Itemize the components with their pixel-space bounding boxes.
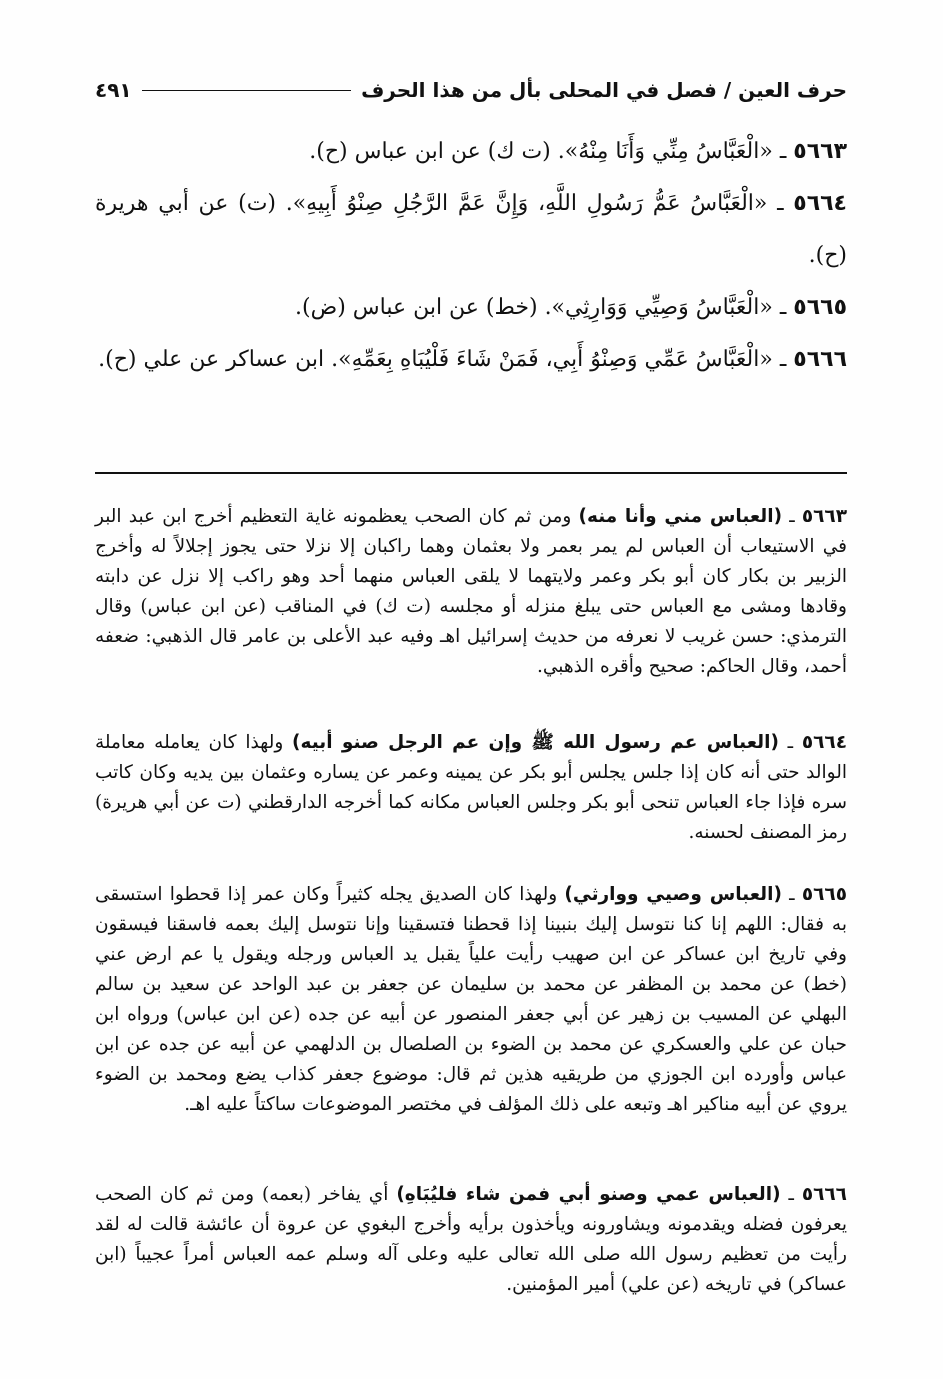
hadith-entry [95, 178, 847, 282]
hadith-list [95, 126, 847, 386]
commentary-dash: ـ [789, 884, 795, 905]
commentary-entry [95, 502, 847, 682]
commentary-text: ولهذا كان الصديق يجله كثيراً وكان عمر إذا قحطوا استسقى به فقال: اللهم إنا كنا نتوسل إليك بنبينا إذا قحطنا فتسقينا وإنا نتوسل إليك بعمه فاسقنا فيسقون وفي تاريخ ابن عساكر عن ابن صهيب رأيت علياً يقبل يد العباس ورجله ويقول يا عم ارض عني (خط) عن محمد بن المظفر عن محمد بن سليمان عن جعفر بن عبد الواحد عن سعيد بن سالم البهلي عن المسيب بن زهير عن أبي جعفر المنصور عن أبيه عن جده (عن ابن عباس) ورواه ابن حبان عن علي والعسكري عن محمد بن الضوء بن الصلصال بن الدلهمي عن أبيه عن جده عن ابن عباس وأورده ابن الجوزي من طريقيه هذين ثم قال: موضوع جعفر كذاب يضع ومحمد بن الضوء يروي عن أبيه مناكير اهـ وتبعه على ذلك المؤلف في مختصر الموضوعات ساكتاً عليه اهـ. [95, 884, 847, 1115]
page-number: ٤٩١ [95, 78, 132, 102]
running-header [95, 74, 847, 106]
commentary-entry [95, 1180, 847, 1300]
hadith-entry [95, 126, 847, 178]
hadith-text: «الْعَبَّاسُ مِنِّي وَأَنَا مِنْهُ». (ت ك) عن ابن عباس (ح). [309, 139, 773, 164]
commentary-block [95, 1180, 847, 1300]
hadith-number: ٥٦٦٦ [793, 347, 847, 372]
hadith-dash: ـ [777, 191, 784, 216]
commentary-dash: ـ [787, 732, 794, 753]
commentary-block [95, 728, 847, 848]
commentary-block [95, 502, 847, 682]
commentary-text: أي يفاخر (بعمه) ومن ثم كان الصحب يعرفون فضله ويقدمونه ويشاورونه ويأخذون برأيه وأخرج البغوي عن عروة أن عائشة قالت له لقد رأيت من تعظيم رسول الله صلى الله تعالى عليه وعلى آله وسلم عمه العباس أمراً عجيباً (ابن عساكر) في تاريخه (عن علي) أمير المؤمنين. [95, 1184, 847, 1295]
header-title: حرف العين / فصل في المحلى بأل من هذا الحرف [361, 78, 847, 102]
commentary-number: ٥٦٦٦ [801, 1184, 847, 1205]
commentary-number: ٥٦٦٥ [801, 884, 847, 905]
hadith-entry [95, 282, 847, 334]
commentary-lemma: (العباس مني وأنا منه) [578, 506, 783, 527]
hadith-text: «الْعَبَّاسُ وَصِيِّي وَوَارِثِي». (خط) عن ابن عباس (ض). [295, 295, 773, 320]
hadith-entry [95, 334, 847, 386]
commentary-lemma: (العباس عم رسول الله ﷺ وإن عم الرجل صنو أبيه) [292, 732, 779, 753]
hadith-number: ٥٦٦٤ [793, 191, 847, 216]
footnote-separator [95, 472, 847, 474]
commentary-number: ٥٦٦٤ [801, 732, 848, 753]
hadith-number: ٥٦٦٥ [793, 295, 847, 320]
commentary-lemma: (العباس وصيي ووارثي) [564, 884, 782, 905]
commentary-dash: ـ [789, 506, 795, 527]
commentary-block [95, 880, 847, 1120]
hadith-dash: ـ [779, 347, 787, 372]
commentary-lemma: (العباس عمي وصنو أبي فمن شاء فليُبَاهِ) [396, 1184, 781, 1205]
hadith-number: ٥٦٦٣ [793, 139, 847, 164]
commentary-text: ومن ثم كان الصحب يعظمونه غاية التعظيم أخرج ابن عبد البر في الاستيعاب أن العباس لم يمر بعمر ولا بعثمان وهما راكبان إلا نزلا حتى يجوز إجلالاً له وأخرج الزبير بن بكار كان أبو بكر وعمر ولايتهما لا يلقى العباس منهما أحد وهو راكب إلا نزل عن دابته وقادها ومشى مع العباس حتى يبلغ منزله أو مجلسه (ت ك) في المناقب (عن ابن عباس) وقال الترمذي: حسن غريب لا نعرفه من حديث إسرائيل اهـ وفيه عبد الأعلى بن عامر قال الذهبي: ضعفه أحمد، وقال الحاكم: صحيح وأقره الذهبي. [95, 506, 847, 677]
hadith-dash: ـ [779, 295, 787, 320]
header-rule [142, 90, 351, 91]
commentary-entry [95, 880, 847, 1120]
hadith-text: «الْعَبَّاسُ عَمِّي وَصِنْوُ أَبِي، فَمَنْ شَاءَ فَلْيُبَاهِ بِعَمِّهِ». ابن عساكر عن علي (ح). [98, 347, 773, 372]
commentary-text: ولهذا كان يعامله معاملة الوالد حتى أنه كان إذا جلس يجلس أبو بكر عن يمينه وعمر عن يساره وعثمان بين يديه وكان كاتب سره فإذا جاء العباس تنحى أبو بكر وجلس العباس مكانه كما أخرجه الدارقطني (ت عن أبي هريرة) رمز المصنف لحسنه. [95, 732, 847, 843]
hadith-text: «الْعَبَّاسُ عَمُّ رَسُولِ اللَّهِ، وَإِنَّ عَمَّ الرَّجُلِ صِنْوُ أَبِيهِ». (ت) عن أبي هريرة (ح). [95, 191, 847, 268]
commentary-dash: ـ [788, 1184, 794, 1205]
commentary-number: ٥٦٦٣ [801, 506, 847, 527]
hadith-dash: ـ [779, 139, 787, 164]
commentary-entry [95, 728, 847, 848]
